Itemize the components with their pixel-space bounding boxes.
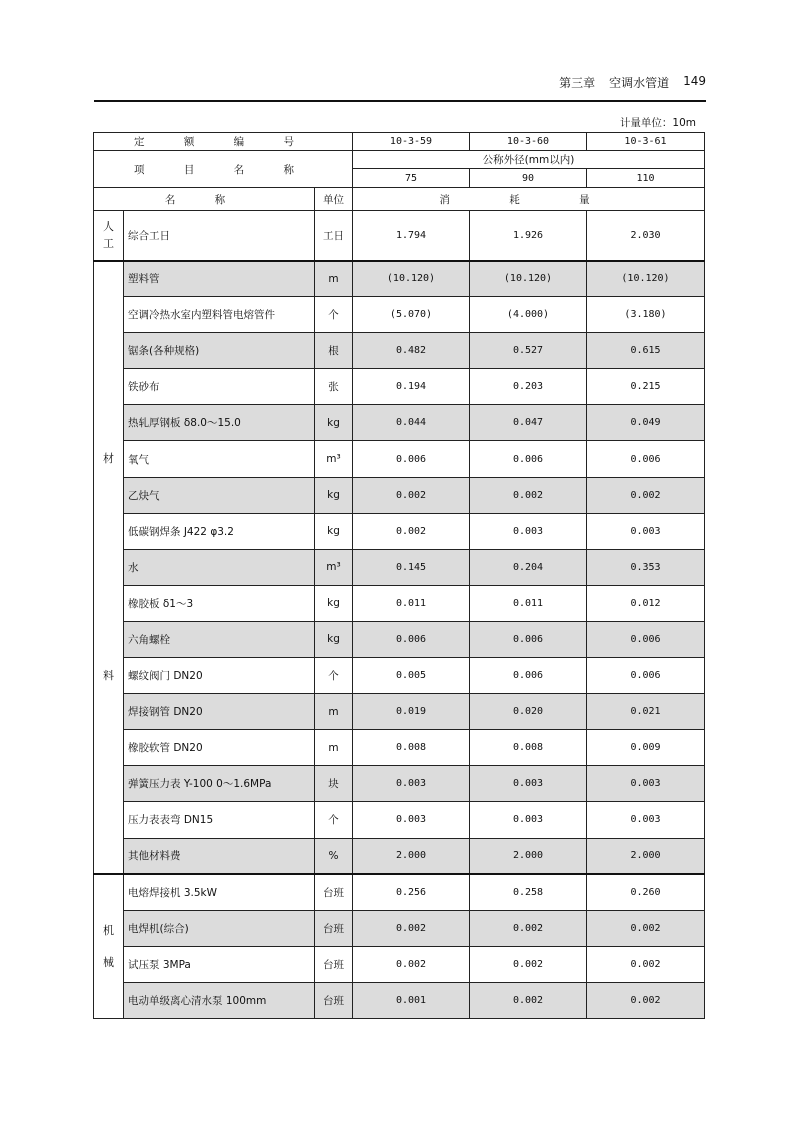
consumption-value: 0.003: [587, 766, 705, 802]
consumption-value: (4.000): [470, 297, 587, 333]
consumption-value: 0.003: [470, 513, 587, 549]
consumption-value: 0.002: [470, 477, 587, 513]
consumption-value: 0.615: [587, 333, 705, 369]
col-consumption-header: 消 耗 量: [353, 188, 705, 211]
spec-label: 公称外径(mm以内): [353, 151, 705, 169]
item-unit: %: [315, 838, 353, 874]
consumption-value: 0.001: [353, 983, 470, 1019]
table-row: [94, 802, 705, 838]
item-unit: kg: [315, 405, 353, 441]
table-row: [94, 658, 705, 694]
unit-note: 计量单位：10m: [619, 117, 696, 129]
spec-value: 90: [470, 169, 587, 188]
section-title: 空调水管道: [609, 76, 670, 90]
column-header-row: [94, 188, 705, 211]
table-row: [94, 766, 705, 802]
col-name-header: 名 称: [94, 188, 315, 211]
item-unit: 根: [315, 333, 353, 369]
item-name: 压力表表弯 DN15: [124, 802, 315, 838]
table-row: [94, 946, 705, 982]
consumption-value: 2.000: [353, 838, 470, 874]
item-name: 橡胶软管 DN20: [124, 730, 315, 766]
item-name: 电熔焊接机 3.5kW: [124, 874, 315, 910]
consumption-value: 0.002: [587, 946, 705, 982]
table-row: [94, 874, 705, 910]
item-unit: 块: [315, 766, 353, 802]
category-char: 材: [103, 451, 114, 465]
consumption-value: (10.120): [587, 261, 705, 297]
item-unit: kg: [315, 585, 353, 621]
category-char: 人: [103, 219, 114, 233]
consumption-value: 0.002: [470, 910, 587, 946]
item-name: 乙炔气: [124, 477, 315, 513]
item-unit: m: [315, 730, 353, 766]
consumption-value: 0.003: [587, 802, 705, 838]
consumption-value: 0.003: [353, 766, 470, 802]
item-unit: 个: [315, 658, 353, 694]
item-name: 试压泵 3MPa: [124, 946, 315, 982]
table-row: [94, 730, 705, 766]
consumption-value: 0.006: [587, 441, 705, 477]
item-unit: m: [315, 261, 353, 297]
consumption-value: (5.070): [353, 297, 470, 333]
item-unit: 个: [315, 297, 353, 333]
consumption-value: 0.002: [353, 477, 470, 513]
consumption-value: (3.180): [587, 297, 705, 333]
item-name: 橡胶板 δ1～3: [124, 585, 315, 621]
consumption-value: 0.002: [470, 983, 587, 1019]
consumption-value: 0.009: [587, 730, 705, 766]
consumption-value: (10.120): [353, 261, 470, 297]
consumption-value: 0.002: [587, 477, 705, 513]
item-name: 螺纹阀门 DN20: [124, 658, 315, 694]
consumption-value: 0.011: [470, 585, 587, 621]
consumption-value: 0.353: [587, 549, 705, 585]
consumption-value: 0.003: [470, 766, 587, 802]
spec-row: [94, 151, 705, 169]
consumption-value: 0.527: [470, 333, 587, 369]
item-unit: m: [315, 694, 353, 730]
quota-label: 定 额 编 号: [94, 133, 353, 151]
table-row: [94, 585, 705, 621]
consumption-value: 0.002: [353, 513, 470, 549]
consumption-value: 0.003: [470, 802, 587, 838]
consumption-value: 0.006: [470, 621, 587, 657]
consumption-value: 1.926: [470, 211, 587, 261]
col-unit-header: 单位: [315, 188, 353, 211]
item-name: 空调冷热水室内塑料管电熔管件: [124, 297, 315, 333]
consumption-value: 1.794: [353, 211, 470, 261]
item-name: 锯条(各种规格): [124, 333, 315, 369]
consumption-value: (10.120): [470, 261, 587, 297]
consumption-value: 0.260: [587, 874, 705, 910]
quota-code: 10-3-59: [353, 133, 470, 151]
table-row: [94, 621, 705, 657]
consumption-value: 0.011: [353, 585, 470, 621]
consumption-value: 0.006: [353, 441, 470, 477]
item-name: 铁砂布: [124, 369, 315, 405]
consumption-value: 0.145: [353, 549, 470, 585]
consumption-value: 0.005: [353, 658, 470, 694]
table-row: [94, 441, 705, 477]
consumption-value: 0.006: [470, 658, 587, 694]
consumption-value: 0.003: [353, 802, 470, 838]
item-unit: 张: [315, 369, 353, 405]
item-name: 氧气: [124, 441, 315, 477]
quota-code: 10-3-60: [470, 133, 587, 151]
item-unit: 工日: [315, 211, 353, 261]
table-row: [94, 838, 705, 874]
consumption-value: 2.000: [470, 838, 587, 874]
category-char: 工: [103, 237, 114, 251]
item-name: 六角螺栓: [124, 621, 315, 657]
consumption-value: 0.003: [587, 513, 705, 549]
table-row: [94, 694, 705, 730]
item-unit: 台班: [315, 983, 353, 1019]
item-name: 综合工日: [124, 211, 315, 261]
item-name: 热轧厚钢板 δ8.0～15.0: [124, 405, 315, 441]
consumption-value: 0.215: [587, 369, 705, 405]
table-row: [94, 549, 705, 585]
item-name: 塑料管: [124, 261, 315, 297]
quota-table: [93, 132, 705, 1019]
consumption-value: 2.030: [587, 211, 705, 261]
consumption-value: 0.002: [353, 946, 470, 982]
table-row: [94, 477, 705, 513]
consumption-value: 0.044: [353, 405, 470, 441]
consumption-value: 0.008: [353, 730, 470, 766]
consumption-value: 0.002: [353, 910, 470, 946]
consumption-value: 0.006: [587, 621, 705, 657]
machine-category-cell: [94, 874, 124, 1019]
item-name: 焊接钢管 DN20: [124, 694, 315, 730]
table-row: [94, 405, 705, 441]
spec-value: 110: [587, 169, 705, 188]
item-unit: m³: [315, 549, 353, 585]
item-name: 弹簧压力表 Y-100 0～1.6MPa: [124, 766, 315, 802]
item-name: 其他材料费: [124, 838, 315, 874]
quota-code: 10-3-61: [587, 133, 705, 151]
item-unit: kg: [315, 621, 353, 657]
item-unit: kg: [315, 513, 353, 549]
consumption-value: 0.049: [587, 405, 705, 441]
item-name: 水: [124, 549, 315, 585]
consumption-value: 0.008: [470, 730, 587, 766]
consumption-value: 0.204: [470, 549, 587, 585]
page-number: 149: [683, 74, 706, 88]
header-rule: [94, 100, 706, 102]
category-char: 料: [103, 669, 114, 683]
table-row: [94, 369, 705, 405]
item-unit: 台班: [315, 910, 353, 946]
consumption-value: 0.482: [353, 333, 470, 369]
consumption-value: 0.006: [470, 441, 587, 477]
labor-category-cell: [94, 211, 124, 261]
consumption-value: 0.002: [587, 983, 705, 1019]
item-name: 电焊机(综合): [124, 910, 315, 946]
consumption-value: 0.194: [353, 369, 470, 405]
item-unit: 台班: [315, 946, 353, 982]
table-row: [94, 983, 705, 1019]
quota-code-row: [94, 133, 705, 151]
item-unit: 台班: [315, 874, 353, 910]
material-category-cell: [94, 261, 124, 875]
chapter-label: 第三章: [559, 76, 596, 90]
consumption-value: 0.020: [470, 694, 587, 730]
category-char: 械: [103, 955, 114, 969]
spec-value: 75: [353, 169, 470, 188]
table-row: [94, 513, 705, 549]
consumption-value: 0.002: [587, 910, 705, 946]
running-header: [520, 74, 706, 92]
consumption-value: 0.256: [353, 874, 470, 910]
consumption-value: 0.006: [587, 658, 705, 694]
item-unit: kg: [315, 477, 353, 513]
consumption-value: 2.000: [587, 838, 705, 874]
table-row: [94, 297, 705, 333]
table-row: [94, 333, 705, 369]
category-char: 机: [103, 924, 114, 938]
item-unit: 个: [315, 802, 353, 838]
item-unit: m³: [315, 441, 353, 477]
consumption-value: 0.021: [587, 694, 705, 730]
table-row: [94, 910, 705, 946]
consumption-value: 0.006: [353, 621, 470, 657]
table-row: [94, 261, 705, 297]
item-name-label: 项 目 名 称: [94, 151, 353, 188]
consumption-value: 0.012: [587, 585, 705, 621]
consumption-value: 0.258: [470, 874, 587, 910]
consumption-value: 0.047: [470, 405, 587, 441]
consumption-value: 0.002: [470, 946, 587, 982]
table-row: [94, 211, 705, 261]
consumption-value: 0.019: [353, 694, 470, 730]
consumption-value: 0.203: [470, 369, 587, 405]
item-name: 低碳钢焊条 J422 φ3.2: [124, 513, 315, 549]
item-name: 电动单级离心清水泵 100mm: [124, 983, 315, 1019]
